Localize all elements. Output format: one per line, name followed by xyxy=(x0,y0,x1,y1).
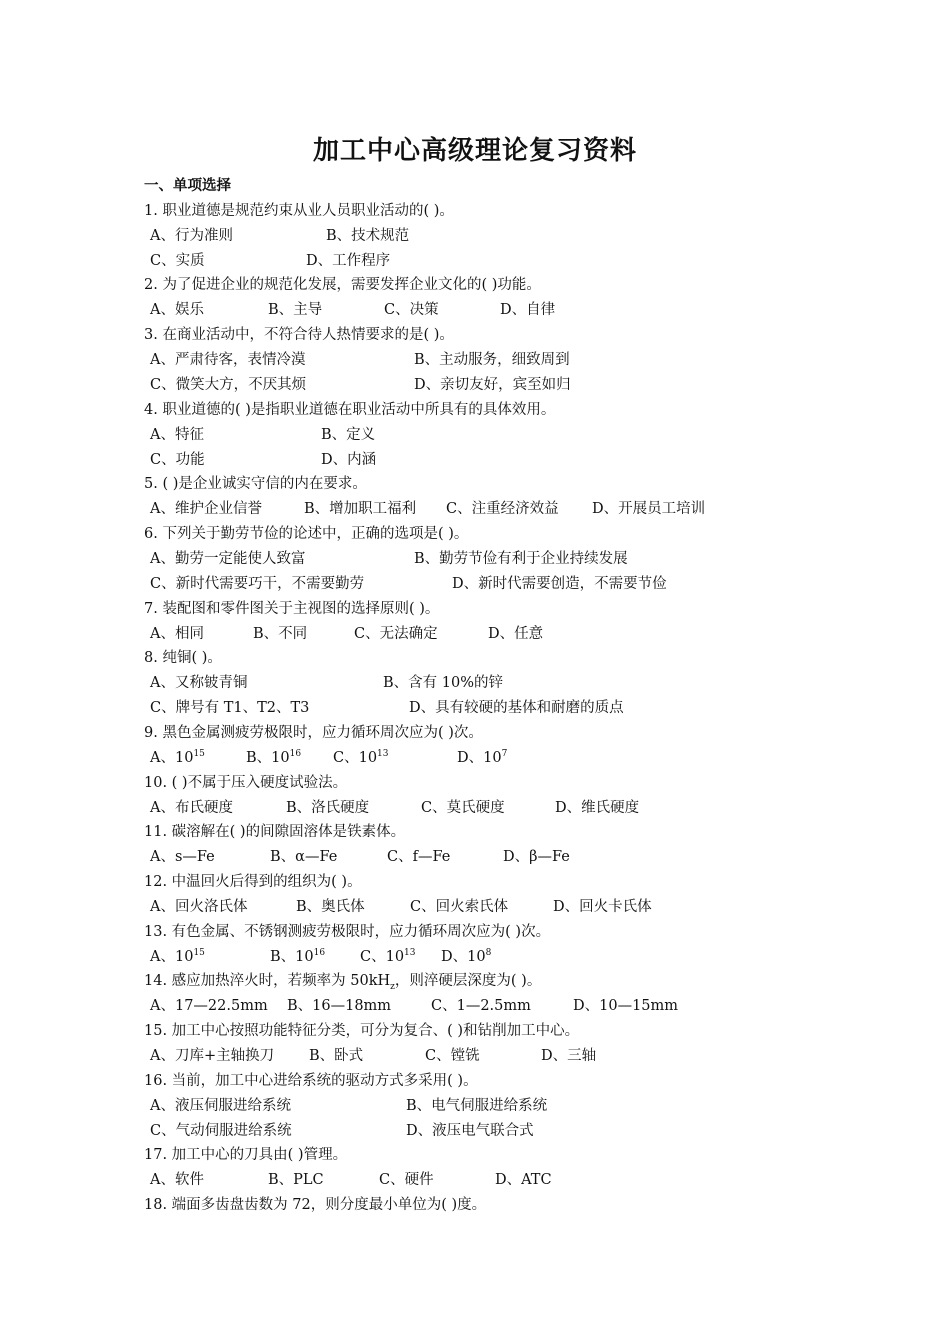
question-17 xyxy=(0,1143,950,1168)
question-stem: 11. 碳溶解在( )的间隙固溶体是铁素体。 xyxy=(144,824,406,840)
answer-option: B、不同 xyxy=(253,626,308,642)
question-stem: 9. 黑色金属测疲劳极限时，应力循环周次应为( )次。 xyxy=(144,725,483,741)
answer-option: C、f—Fe xyxy=(387,849,451,865)
question-stem: 12. 中温回火后得到的组织为( )。 xyxy=(144,874,362,890)
answer-option: D、工作程序 xyxy=(306,253,391,269)
document-title: 加工中心高级理论复习资料 xyxy=(312,136,637,166)
answer-option: A、相同 xyxy=(150,626,204,642)
question-stem: 3. 在商业活动中，不符合待人热情要求的是( )。 xyxy=(144,327,454,343)
answer-option: D、维氏硬度 xyxy=(555,800,640,816)
answer-option: A、特征 xyxy=(150,427,204,443)
question-stem: 18. 端面多齿盘齿数为 72，则分度最小单位为( )度。 xyxy=(144,1197,487,1213)
answer-option: B、洛氏硬度 xyxy=(286,800,370,816)
answer-option: C、1—2.5mm xyxy=(431,998,531,1014)
question-9 xyxy=(0,721,950,746)
option-row xyxy=(0,895,950,920)
answer-option: C、微笑大方，不厌其烦 xyxy=(150,377,307,393)
question-stem: 7. 装配图和零件图关于主视图的选择原则( )。 xyxy=(144,601,440,617)
option-row xyxy=(0,696,950,721)
answer-option: A、娱乐 xyxy=(150,302,204,318)
question-stem: 15. 加工中心按照功能特征分类，可分为复合、( )和钻削加工中心。 xyxy=(144,1023,580,1039)
answer-option: B、勤劳节俭有利于企业持续发展 xyxy=(414,551,628,567)
option-row xyxy=(0,845,950,870)
answer-option: D、内涵 xyxy=(321,452,377,468)
answer-option: B、定义 xyxy=(321,427,376,443)
option-row xyxy=(0,497,950,522)
answer-option: B、主导 xyxy=(268,302,323,318)
question-13 xyxy=(0,920,950,945)
answer-option: A、$10^{15}$ xyxy=(150,948,205,965)
option-row xyxy=(0,373,950,398)
answer-option: B、α—Fe xyxy=(270,849,338,865)
answer-option: D、三轴 xyxy=(541,1048,597,1064)
question-10 xyxy=(0,771,950,796)
option-row xyxy=(0,423,950,448)
answer-option: D、ATC xyxy=(495,1172,552,1188)
answer-option: D、自律 xyxy=(500,302,556,318)
answer-option: A、软件 xyxy=(150,1172,204,1188)
answer-option: A、又称铍青铜 xyxy=(150,675,248,691)
option-row xyxy=(0,1094,950,1119)
answer-option: D、亲切友好，宾至如归 xyxy=(414,377,571,393)
answer-option: A、17—22.5mm xyxy=(150,998,268,1014)
answer-option: C、功能 xyxy=(150,452,205,468)
answer-option: A、维护企业信誉 xyxy=(150,501,262,517)
answer-option: B、含有 10%的锌 xyxy=(383,675,503,691)
answer-option: A、勤劳一定能使人致富 xyxy=(150,551,306,567)
option-row xyxy=(0,671,950,696)
option-row xyxy=(0,1168,950,1193)
answer-option: D、10—15mm xyxy=(573,998,679,1014)
option-row xyxy=(0,1044,950,1069)
option-row xyxy=(0,994,950,1019)
answer-option: A、布氏硬度 xyxy=(150,800,233,816)
option-row xyxy=(0,622,950,647)
answer-option: C、回火索氏体 xyxy=(410,899,509,915)
answer-option: C、无法确定 xyxy=(354,626,438,642)
option-row xyxy=(0,249,950,274)
answer-option: B、技术规范 xyxy=(326,228,410,244)
answer-option: B、$10^{16}$ xyxy=(270,948,326,965)
question-18 xyxy=(0,1193,950,1218)
option-row xyxy=(0,547,950,572)
answer-option: C、新时代需要巧干，不需要勤劳 xyxy=(150,576,365,592)
answer-option: C、决策 xyxy=(384,302,439,318)
answer-option: C、莫氏硬度 xyxy=(421,800,505,816)
answer-option: A、回火洛氏体 xyxy=(150,899,248,915)
answer-option: B、主动服务，细致周到 xyxy=(414,352,570,368)
question-8 xyxy=(0,646,950,671)
option-row xyxy=(0,448,950,473)
option-row xyxy=(0,1119,950,1144)
option-row xyxy=(0,298,950,323)
answer-option: B、16—18mm xyxy=(287,998,392,1014)
answer-option: A、s—Fe xyxy=(150,849,215,865)
answer-option: B、电气伺服进给系统 xyxy=(406,1098,548,1114)
answer-option: B、PLC xyxy=(268,1172,324,1188)
answer-option: B、增加职工福利 xyxy=(304,501,417,517)
answer-option: D、回火卡氏体 xyxy=(553,899,652,915)
question-7 xyxy=(0,597,950,622)
question-4 xyxy=(0,398,950,423)
question-stem: 2. 为了促进企业的规范化发展，需要发挥企业文化的( )功能。 xyxy=(144,277,541,293)
answer-option: C、注重经济效益 xyxy=(446,501,559,517)
section-heading: 一、单项选择 xyxy=(144,178,231,194)
question-14 xyxy=(0,969,950,994)
question-16 xyxy=(0,1069,950,1094)
answer-option: B、$10^{16}$ xyxy=(246,749,302,766)
question-12 xyxy=(0,870,950,895)
answer-option: A、刀库+主轴换刀 xyxy=(150,1048,275,1064)
question-stem: 1. 职业道德是规范约束从业人员职业活动的( )。 xyxy=(144,203,454,219)
question-15 xyxy=(0,1019,950,1044)
answer-option: C、$10^{13}$ xyxy=(360,948,416,965)
question-6 xyxy=(0,522,950,547)
question-3 xyxy=(0,323,950,348)
question-1 xyxy=(0,199,950,224)
answer-option: B、奥氏体 xyxy=(296,899,365,915)
answer-option: C、实质 xyxy=(150,253,205,269)
question-11 xyxy=(0,820,950,845)
question-stem: 8. 纯铜( )。 xyxy=(144,650,222,666)
answer-option: B、卧式 xyxy=(309,1048,364,1064)
question-stem: 6. 下列关于勤劳节俭的论述中，正确的选项是( )。 xyxy=(144,526,469,542)
question-stem: 4. 职业道德的( )是指职业道德在职业活动中所具有的具体效用。 xyxy=(144,402,556,418)
option-row xyxy=(0,945,950,970)
answer-option: A、液压伺服进给系统 xyxy=(150,1098,291,1114)
question-5 xyxy=(0,472,950,497)
answer-option: D、具有较硬的基体和耐磨的质点 xyxy=(409,700,624,716)
question-stem: 10. ( )不属于压入硬度试验法。 xyxy=(144,775,348,791)
answer-option: D、$10^7$ xyxy=(457,749,508,766)
answer-option: C、$10^{13}$ xyxy=(333,749,389,766)
question-stem: 5. ( )是企业诚实守信的内在要求。 xyxy=(144,476,367,492)
answer-option: C、气动伺服进给系统 xyxy=(150,1123,292,1139)
question-stem: 16. 当前，加工中心进给系统的驱动方式多采用( )。 xyxy=(144,1073,478,1089)
option-row xyxy=(0,348,950,373)
question-stem: 17. 加工中心的刀具由( )管理。 xyxy=(144,1147,348,1163)
answer-option: D、新时代需要创造，不需要节俭 xyxy=(452,576,667,592)
answer-option: D、任意 xyxy=(488,626,544,642)
option-row xyxy=(0,224,950,249)
option-row xyxy=(0,572,950,597)
answer-option: C、牌号有 T1、T2、T3 xyxy=(150,700,310,716)
question-stem: 13. 有色金属、不锈钢测疲劳极限时，应力循环周次应为( )次。 xyxy=(144,924,551,940)
option-row xyxy=(0,746,950,771)
answer-option: A、$10^{15}$ xyxy=(150,749,205,766)
answer-option: D、$10^8$ xyxy=(441,948,492,965)
answer-option: D、β—Fe xyxy=(503,849,570,865)
answer-option: A、行为准则 xyxy=(150,228,233,244)
answer-option: D、液压电气联合式 xyxy=(406,1123,534,1139)
question-2 xyxy=(0,273,950,298)
question-stem: 14. 感应加热淬火时，若频率为 $50kH_z$，则淬硬层深度为( )。 xyxy=(144,973,542,992)
option-row xyxy=(0,796,950,821)
answer-option: C、硬件 xyxy=(379,1172,434,1188)
answer-option: C、镗铣 xyxy=(425,1048,480,1064)
answer-option: D、开展员工培训 xyxy=(592,501,706,517)
answer-option: A、严肃待客，表情冷漠 xyxy=(150,352,306,368)
